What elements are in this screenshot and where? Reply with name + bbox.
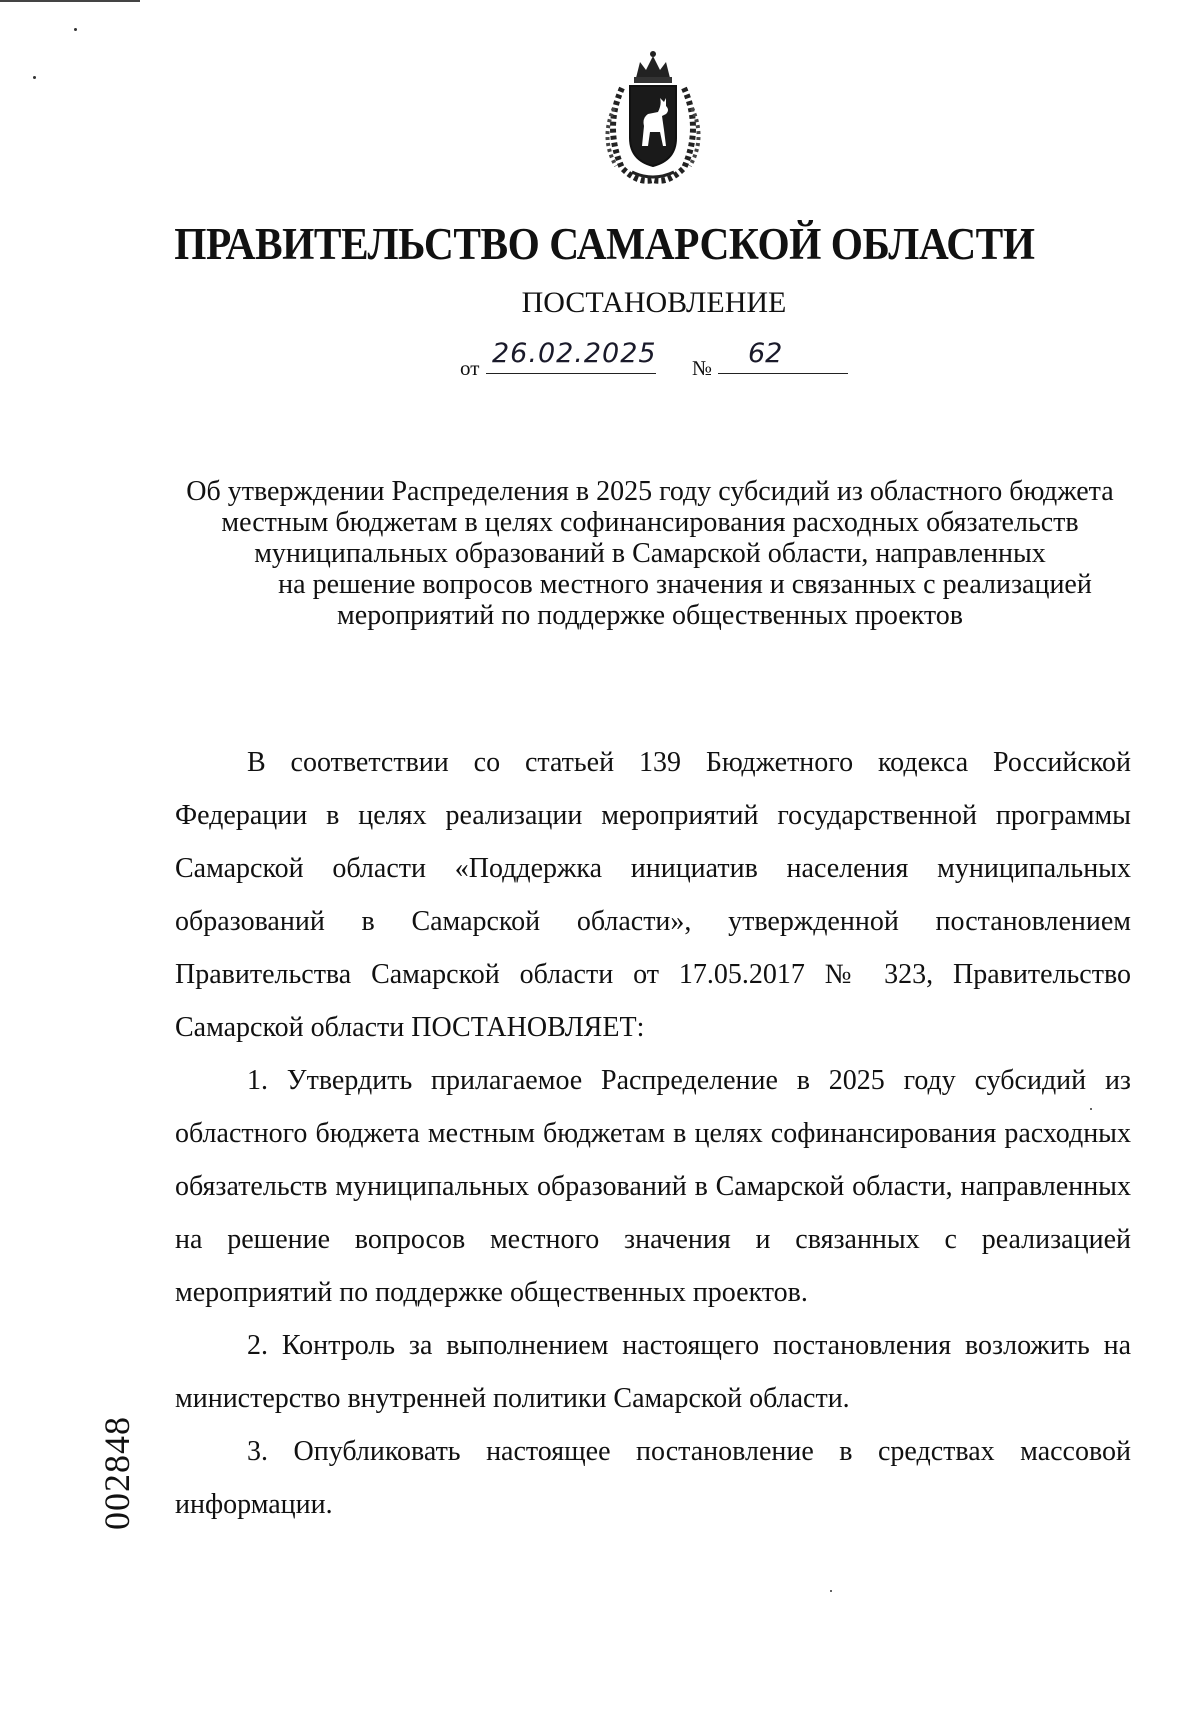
subject-line: Об утверждении Распределения в 2025 году субсидий из областного бюджета [186, 476, 1114, 507]
handwritten-date: 26.02.2025 [486, 338, 656, 374]
scan-speck [74, 28, 77, 31]
item-3-paragraph: 3. Опубликовать настоящее постановление в средствах массовой информации. [175, 1436, 1131, 1520]
item-2-paragraph: 2. Контроль за выполнением настоящего постановления возложить на министерство внутренней политики Самарской области. [175, 1330, 1131, 1414]
document-body [175, 736, 1131, 1531]
subject-line: на решение вопросов местного значения и связанных с реализацией [278, 569, 1092, 600]
scan-speck [830, 1590, 832, 1592]
organization-title: ПРАВИТЕЛЬСТВО САМАРСКОЙ ОБЛАСТИ [174, 219, 1035, 269]
handwritten-number: 62 [718, 338, 848, 374]
serial-number: 002848 [97, 1416, 137, 1530]
item-1-paragraph: 1. Утвердить прилагаемое Распределение в 2025 году субсидий из областного бюджета местным бюджетам в целях софинансирования расходных обязательств муниципальных образований в Самарской области, направленных на решение вопросов местного значения и связанных с реализацией мероприятий по поддержке общественных проектов. [175, 1065, 1131, 1308]
subject-line: мероприятий по поддержке общественных проектов [337, 600, 963, 631]
preamble-paragraph: В соответствии со статьей 139 Бюджетного кодекса Российской Федерации в целях реализации мероприятий государственной программы Самарской области «Поддержка инициатив населения муниципальных образований в Самарской области», утвержденной постановлением Правительства Самарской области от 17.05.2017 № 323, Правительство Самарской области ПОСТАНОВЛЯЕТ: [175, 747, 1131, 1043]
date-prefix: от [460, 356, 480, 380]
scan-edge-rule [0, 0, 140, 2]
document-subject [150, 476, 1150, 631]
date-number-line [460, 338, 860, 380]
subject-line: муниципальных образований в Самарской области, направленных [254, 538, 1046, 569]
document-type: ПОСТАНОВЛЕНИЕ [521, 286, 787, 319]
number-label: № [692, 356, 713, 380]
samara-coat-of-arms-icon [592, 48, 714, 188]
scan-speck [33, 76, 36, 79]
subject-line: местным бюджетам в целях софинансирования расходных обязательств [221, 507, 1079, 538]
